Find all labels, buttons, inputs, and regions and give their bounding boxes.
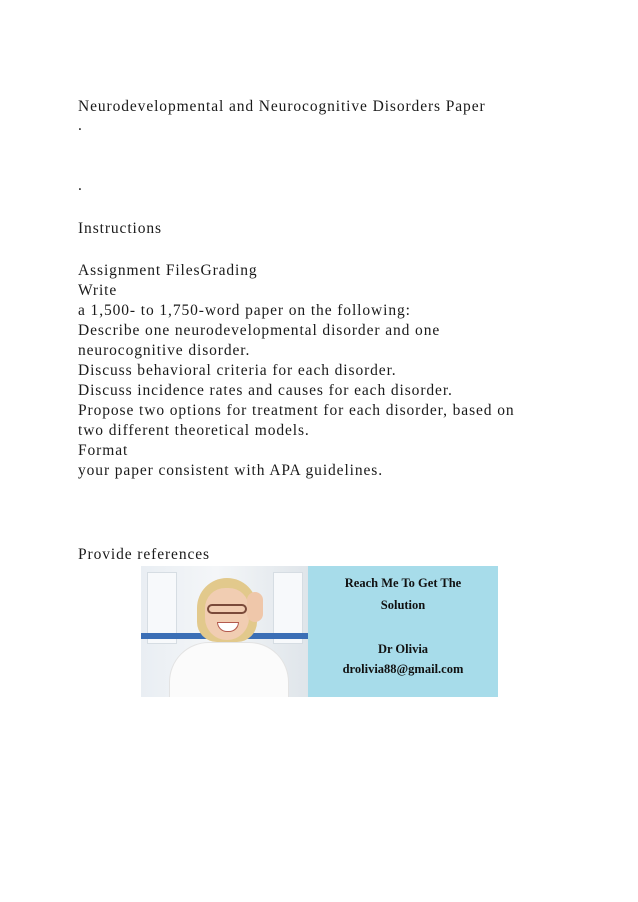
instruction-line: Discuss behavioral criteria for each disorder. — [78, 362, 397, 379]
instruction-line: your paper consistent with APA guidelines. — [78, 462, 384, 479]
banner-heading: Reach Me To Get The — [344, 576, 462, 590]
contact-info-panel — [308, 566, 498, 697]
contact-email: drolivia88@gmail.com — [342, 662, 464, 676]
instruction-line: Format — [78, 442, 129, 459]
assignment-tabs-text: Assignment FilesGrading — [78, 262, 258, 279]
instruction-line: Write — [78, 282, 118, 299]
banner-subheading: Solution — [380, 598, 426, 612]
instruction-line: two different theoretical models. — [78, 422, 310, 439]
instruction-line: Describe one neurodevelopmental disorder and one — [78, 322, 441, 339]
document-title: Neurodevelopmental and Neurocognitive Disorders Paper — [78, 98, 486, 115]
separator-dot: . — [78, 117, 83, 134]
instruction-line: neurocognitive disorder. — [78, 342, 251, 359]
section-heading: Instructions — [78, 220, 162, 237]
separator-dot: . — [78, 177, 83, 194]
instruction-line: a 1,500- to 1,750-word paper on the following: — [78, 302, 411, 319]
references-line: Provide references — [78, 546, 210, 563]
contact-banner — [141, 566, 498, 697]
instruction-line: Propose two options for treatment for each disorder, based on — [78, 402, 515, 419]
contact-name: Dr Olivia — [377, 642, 429, 656]
portrait-photo — [141, 566, 308, 697]
instruction-line: Discuss incidence rates and causes for each disorder. — [78, 382, 453, 399]
glasses-icon — [207, 604, 247, 614]
